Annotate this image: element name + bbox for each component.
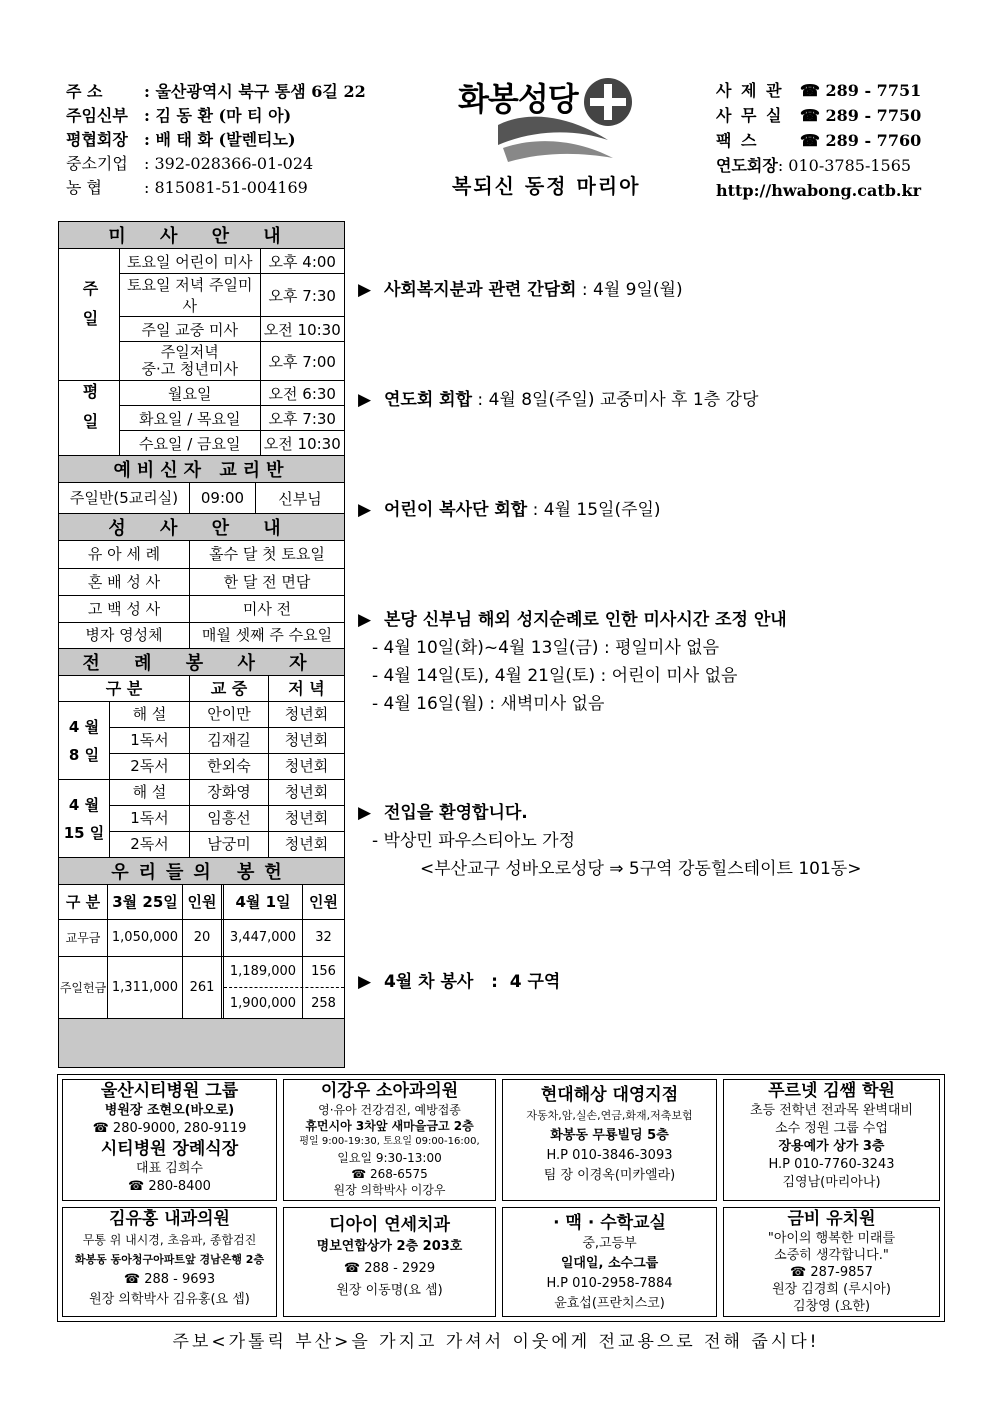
offering-row-label: 주일헌금 (59, 957, 108, 1019)
ad-line: ☎ 288 - 2929 (343, 1261, 436, 1276)
ad-line: 무통 위 내시경, 초음파, 종합검진 (82, 1233, 257, 1247)
mass-time: 오후 7:30 (260, 406, 344, 431)
offering-count: 32 (315, 930, 332, 945)
ad-line: ☎ 287-9857 (790, 1265, 873, 1280)
notice-sub-line: - 박상민 파우스티아노 가정 (372, 831, 575, 851)
notices-panel (358, 0, 958, 1000)
sacrament-name: 유 아 세 례 (59, 541, 190, 568)
liturgy-group-apr8 (59, 702, 344, 780)
mass-name: 수요일 / 금요일 (120, 431, 261, 456)
liturgy-main-person: 장화영 (190, 780, 269, 805)
liturgy-date-day: 8 일 (68, 745, 100, 764)
ad-line: 병원장 조현오(바오로) (104, 1103, 235, 1118)
offering-row-label: 교무금 (59, 920, 108, 956)
offering-footer-fill (58, 1018, 345, 1068)
bank-ibk-label: 중소기업 (66, 154, 128, 173)
offering-count: 156 (311, 964, 336, 979)
offering-amount: 1,189,000 (224, 957, 303, 987)
chairman-label: 연도회장 (716, 156, 778, 175)
ad-name: 이강우 소아과의원 (320, 1081, 459, 1101)
chairman-phone: : 010-3785-1565 (777, 156, 912, 175)
ad-line: 자동차,암,실손,연금,화재,저축보험 (526, 1109, 693, 1122)
weekday-label-text: 평일 (80, 383, 99, 443)
ad-lee-pediatrics[interactable] (283, 1079, 496, 1201)
ad-line: 휴먼시아 3차앞 새마을금고 2층 (305, 1119, 474, 1133)
liturgy-table (59, 676, 345, 858)
liturgy-evening-person: 청년회 (284, 705, 329, 723)
triangle-bullet-icon: ▶ (358, 972, 372, 992)
liturgy-evening-person: 청년회 (284, 835, 329, 853)
ad-line: 평일 9:00-19:30, 토요일 09:00-16:00, (299, 1136, 480, 1147)
ad-line: 영·유아 건강검진, 예방접종 (318, 1103, 461, 1117)
notice-detail: : 4월 8일(주일) 교중미사 후 1층 강당 (472, 390, 759, 410)
notice-sub-line: - 4월 16일(월) : 새벽미사 없음 (372, 694, 605, 714)
sunday-label-text: 주일 (80, 279, 99, 340)
liturgy-role: 2독서 (110, 754, 190, 779)
liturgy-date-day: 15 일 (63, 823, 105, 842)
rectory-label: 사 제 관 (716, 81, 784, 100)
notice-detail: : 4월 9일(월) (576, 280, 683, 300)
ad-name: · 맥 · 수학교실 (553, 1213, 666, 1233)
ad-name: 현대해상 대영지점 (540, 1085, 679, 1105)
mass-time: 오전 6:30 (260, 381, 344, 406)
notice-title: 4월 차 봉사 : 4 구역 (384, 972, 561, 992)
notice-item (358, 967, 560, 992)
catechumen-section-title: 예비신자 교리반 (59, 456, 345, 483)
council-value: : 배 태 화 (발렌티노) (144, 130, 296, 149)
notice-item (358, 605, 787, 630)
ad-line: 김영남(마리아나) (782, 1175, 881, 1190)
ad-line: H.P 010-7760-3243 (768, 1157, 895, 1172)
offering-header-category: 구 분 (59, 885, 108, 919)
liturgy-header-evening: 저 녁 (288, 679, 325, 698)
mass-section-title: 미 사 안 내 (59, 222, 345, 249)
mass-time: 오전 10:30 (260, 317, 344, 342)
header-info-left (66, 80, 366, 200)
mass-name-line1: 주일저녁 (160, 343, 219, 361)
bank-nh-row (66, 176, 366, 200)
ad-line: 원장 의학박사 이강우 (333, 1183, 446, 1197)
ad-line: 소수 정원 그룹 수업 (775, 1121, 888, 1136)
fax-label: 팩 스 (716, 131, 759, 150)
liturgy-evening-person: 청년회 (284, 757, 329, 775)
notice-title: 연도회 회합 (384, 390, 473, 410)
triangle-bullet-icon: ▶ (358, 610, 372, 630)
liturgy-role: 2독서 (110, 832, 190, 857)
office-label: 사 무 실 (716, 106, 784, 125)
mass-time: 오후 4:00 (260, 249, 344, 274)
sacrament-detail: 홀수 달 첫 토요일 (209, 545, 325, 563)
sacrament-name: 혼 배 성 사 (59, 569, 190, 595)
catechumen-time: 09:00 (190, 483, 256, 513)
notice-item (358, 798, 528, 823)
offering-count: 261 (183, 957, 224, 1019)
offering-section-title: 우리들의 봉헌 (59, 858, 345, 885)
ad-line: 초등 전학년 전과목 완벽대비 (749, 1103, 914, 1118)
address-row (66, 80, 366, 104)
liturgy-date-month: 4 월 (68, 795, 100, 814)
ad-line: H.P 010-2958-7884 (546, 1276, 673, 1291)
mass-name: 토요일 어린이 미사 (120, 249, 261, 274)
parish-name-logo: 화봉성당 (458, 80, 578, 118)
ad-line: ☎ 288 - 9693 (123, 1272, 216, 1287)
website-link[interactable]: http://hwabong.catb.kr (716, 181, 921, 200)
triangle-bullet-icon: ▶ (358, 500, 372, 520)
ad-line: 중,고등부 (582, 1236, 637, 1251)
offering-amount: 1,050,000 (108, 920, 183, 956)
notice-detail: : 4월 15일(주일) (527, 500, 661, 520)
ad-hyundai-insurance[interactable] (502, 1079, 717, 1201)
offering-amount: 1,900,000 (224, 988, 303, 1019)
ad-line: "아이의 행복한 미래를 (767, 1231, 896, 1246)
ad-line: 팀 장 이경옥(미카엘라) (543, 1168, 676, 1183)
offering-header-count1: 인원 (183, 885, 224, 919)
sacrament-detail: 매월 셋째 주 수요일 (201, 626, 333, 644)
mass-time: 오후 7:30 (260, 274, 344, 317)
notice-title: 전입을 환영합니다. (384, 803, 528, 823)
ads-grid (57, 1074, 945, 1322)
ad-line: 명보연합상가 2층 203호 (316, 1239, 463, 1254)
council-row (66, 128, 366, 152)
council-label: 평협회장 (66, 130, 128, 149)
office-phone: ☎ 289 - 7750 (800, 106, 922, 125)
ad-kim-internal-medicine[interactable] (62, 1207, 277, 1317)
ad-yonsei-dental[interactable] (283, 1207, 496, 1317)
ad-line: 화봉동 동아청구아파트앞 경남은행 2층 (74, 1253, 265, 1266)
liturgy-header-category: 구 분 (59, 676, 190, 701)
notice-item (358, 385, 758, 410)
sacraments-section-title: 성 사 안 내 (59, 514, 345, 541)
sacrament-detail: 미사 전 (242, 600, 292, 618)
liturgy-evening-person: 청년회 (284, 731, 329, 749)
liturgy-role: 1독서 (110, 728, 190, 753)
ad-line: ☎ 268-6575 (351, 1167, 428, 1181)
sacraments-rows (59, 541, 345, 649)
ad-line: ☎ 280-8400 (128, 1179, 211, 1194)
notice-title: 본당 신부님 해외 성지순례로 인한 미사시간 조정 안내 (384, 610, 787, 630)
ad-line: 시티병원 장례식장 (100, 1139, 239, 1159)
bank-ibk-value: : 392-028366-01-024 (144, 154, 314, 173)
triangle-bullet-icon: ▶ (358, 803, 372, 823)
liturgy-main-person: 김재길 (190, 728, 269, 753)
liturgy-role: 해 설 (110, 702, 190, 727)
ad-name: 푸르넷 김쌤 학원 (768, 1081, 895, 1101)
liturgy-group-apr15 (59, 780, 344, 857)
info-table (58, 221, 345, 1020)
offering-header-date2: 4월 1일 (224, 885, 303, 919)
ad-line: 일대일, 소수그룹 (560, 1256, 659, 1271)
ad-line: 윤효섭(프란치스코) (554, 1296, 665, 1311)
catechumen-teacher: 신부님 (278, 489, 322, 508)
mass-name: 화요일 / 목요일 (120, 406, 261, 431)
pastor-label: 주임신부 (66, 106, 128, 125)
address-value: : 울산광역시 북구 통샘 6길 22 (144, 82, 366, 101)
offering-table (59, 885, 345, 1020)
catechumen-row (59, 483, 345, 514)
notice-title: 사회복지분과 관련 간담회 (384, 280, 577, 300)
address-label: 주 소 (66, 82, 103, 101)
sacrament-name: 고 백 성 사 (59, 596, 190, 622)
liturgy-section-title: 전 례 봉 사 자 (59, 649, 345, 676)
offering-amount: 1,311,000 (108, 957, 183, 1019)
ad-line: 원장 이동명(요 셉) (336, 1283, 443, 1298)
bank-nh-value: : 815081-51-004169 (144, 178, 308, 197)
rectory-phone: ☎ 289 - 7751 (800, 81, 922, 100)
mass-name: 월요일 (120, 381, 261, 406)
parish-patron: 복되신 동정 마리아 (452, 174, 641, 198)
bank-ibk-row (66, 152, 366, 176)
mass-time: 오후 7:00 (260, 342, 344, 381)
pastor-row (66, 104, 366, 128)
offering-header-date1: 3월 25일 (108, 885, 183, 919)
liturgy-evening-person: 청년회 (284, 809, 329, 827)
ad-line: 장용예가 상가 3층 (778, 1139, 885, 1154)
ad-line: 김창영 (요한) (792, 1299, 871, 1314)
mass-name (120, 342, 261, 381)
ad-line: 대표 김희수 (136, 1161, 203, 1176)
ad-line: 원장 김경희 (루시아) (772, 1282, 891, 1297)
mass-name: 주일 교중 미사 (120, 317, 261, 342)
sacrament-detail: 한 달 전 면담 (223, 573, 311, 591)
ad-line: 소중히 생각합니다." (774, 1248, 889, 1263)
bank-nh-label: 농 협 (66, 178, 102, 197)
ad-name: 울산시티병원 그룹 (100, 1081, 239, 1101)
liturgy-date-month: 4 월 (68, 717, 100, 736)
mass-time: 오전 10:30 (260, 431, 344, 456)
ad-name: 금비 유치원 (787, 1209, 876, 1229)
catechumen-class: 주일반(5교리실) (59, 483, 190, 513)
liturgy-main-person: 한외숙 (190, 754, 269, 779)
ad-ulsan-city-hospital[interactable] (62, 1079, 277, 1201)
liturgy-main-person: 안이만 (190, 702, 269, 727)
pastor-value: : 김 동 환 (마 티 아) (144, 106, 292, 125)
sacrament-name: 병자 영성체 (59, 623, 190, 648)
ad-geumbi-kindergarten[interactable] (723, 1207, 940, 1317)
sunday-label (59, 249, 120, 381)
mass-name-line2: 중·고 청년미사 (141, 360, 239, 378)
ad-name: 김유홍 내과의원 (109, 1209, 230, 1229)
ad-math-class[interactable] (502, 1207, 717, 1317)
offering-amount: 3,447,000 (224, 920, 303, 956)
liturgy-main-person: 남궁미 (190, 832, 269, 857)
offering-header-count2: 인원 (309, 893, 338, 911)
liturgy-role: 1독서 (110, 806, 190, 831)
ad-line: H.P 010-3846-3093 (546, 1148, 673, 1163)
triangle-bullet-icon: ▶ (358, 390, 372, 410)
footer-message: 주보<가톨릭 부산>을 가지고 가셔서 이웃에게 전교용으로 전해 줍시다! (172, 1332, 820, 1352)
notice-sub-line: - 4월 10일(화)~4월 13일(금) : 평일미사 없음 (372, 638, 720, 658)
notice-item (358, 275, 683, 300)
ad-line: 일요일 9:30-13:00 (337, 1151, 442, 1165)
mass-name: 토요일 저녁 주일미사 (120, 274, 261, 317)
fax-number: ☎ 289 - 7760 (800, 131, 922, 150)
notice-sub-line: - 4월 14일(토), 4월 21일(토) : 어린이 미사 없음 (372, 666, 738, 686)
weekday-label (59, 381, 120, 456)
triangle-bullet-icon: ▶ (358, 280, 372, 300)
liturgy-header-main: 교 중 (190, 676, 269, 701)
notice-sub-line: <부산교구 성바오로성당 ⇒ 5구역 강동힐스테이트 101동> (420, 859, 862, 879)
liturgy-main-person: 임흥선 (190, 806, 269, 831)
ad-line: ☎ 280-9000, 280-9119 (92, 1121, 247, 1136)
ad-line: 원장 의학박사 김유홍(요 셉) (89, 1292, 250, 1307)
offering-count: 20 (183, 920, 224, 956)
ad-name: 디아이 연세치과 (329, 1215, 450, 1235)
liturgy-role: 해 설 (110, 780, 190, 805)
ad-purunet-academy[interactable] (723, 1079, 940, 1201)
liturgy-evening-person: 청년회 (284, 783, 329, 801)
notice-item (358, 495, 661, 520)
ad-line: 화봉동 무룡빌딩 5층 (550, 1128, 669, 1143)
offering-count: 258 (311, 996, 336, 1011)
notice-title: 어린이 복사단 회합 (384, 500, 528, 520)
